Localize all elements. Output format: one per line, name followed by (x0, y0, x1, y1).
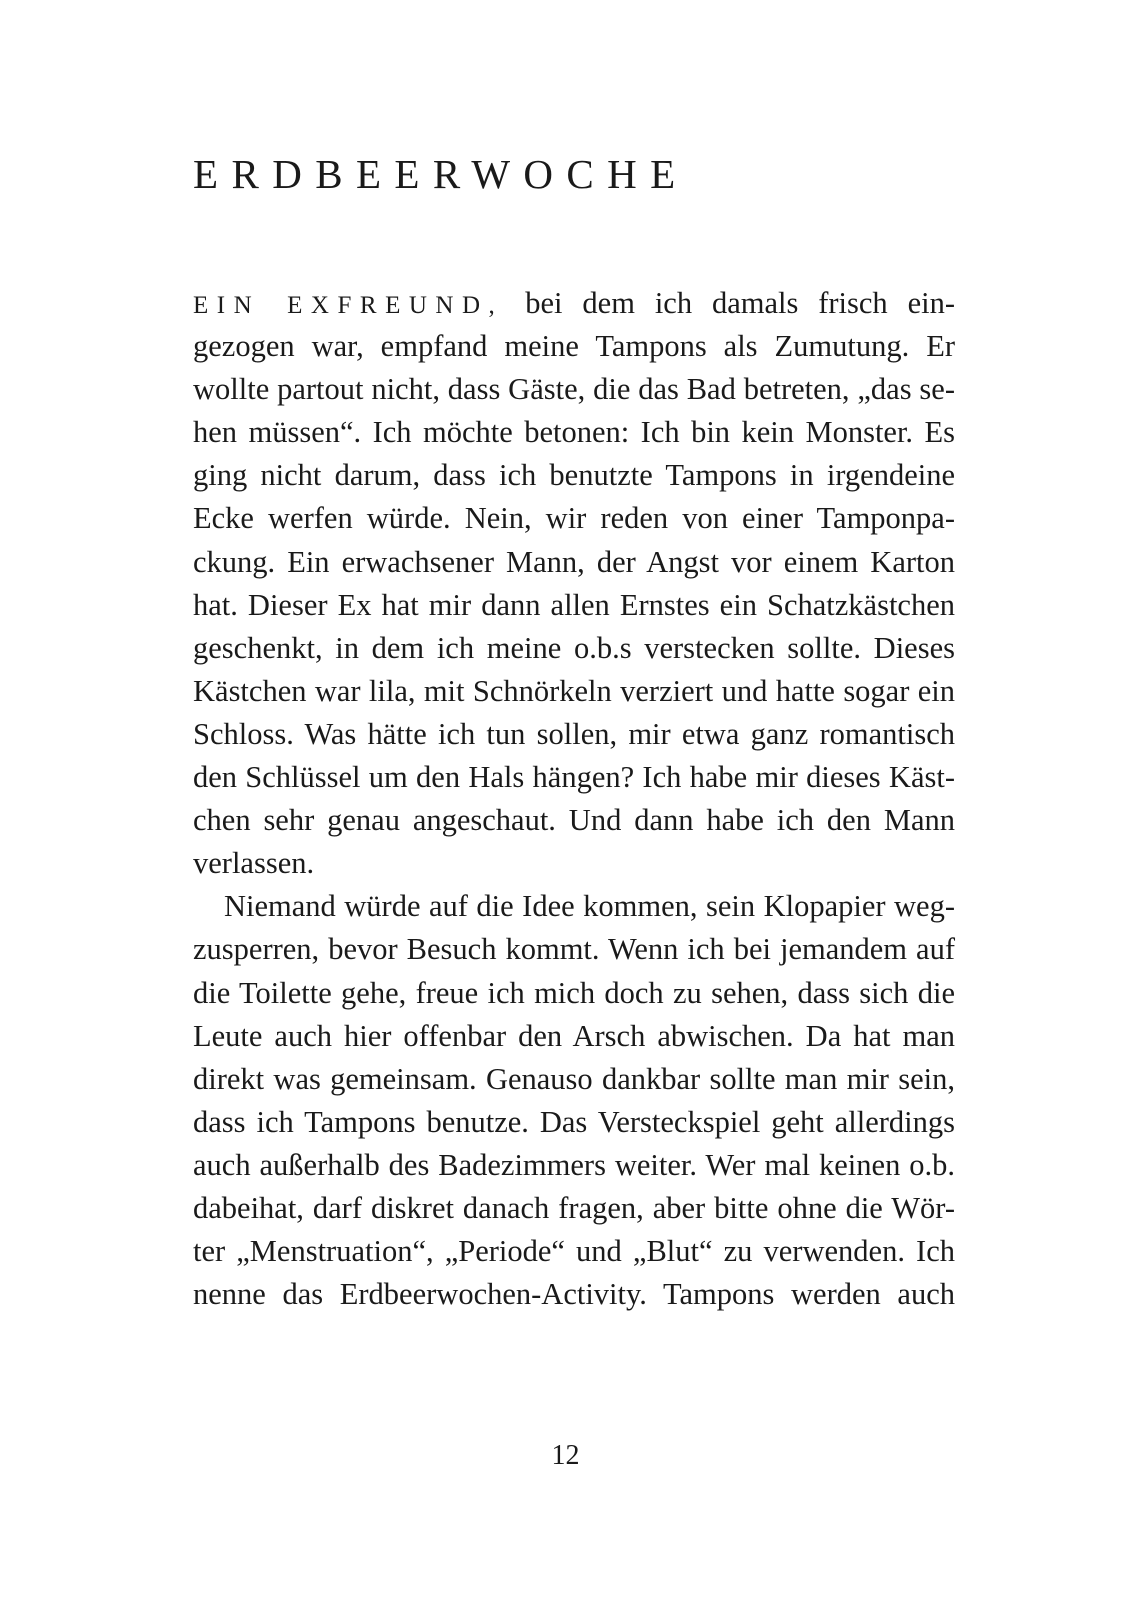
text-line: nenne das Erdbeerwochen-Activity. Tampons werden auch (193, 1277, 955, 1312)
page-number: 12 (551, 1440, 580, 1471)
text-line: Ecke werfen würde. Nein, wir reden von einer Tamponpa- (193, 501, 955, 536)
text-line: ging nicht darum, dass ich benutzte Tampons in irgendeine (193, 458, 955, 493)
text-line (193, 282, 955, 325)
text-line: zusperren, bevor Besuch kommt. Wenn ich bei jemandem auf (193, 932, 955, 967)
text-line: Schloss. Was hätte ich tun sollen, mir etwa ganz romantisch (193, 716, 955, 751)
text-line: wollte partout nicht, dass Gäste, die das Bad betreten, „das se- (193, 372, 955, 407)
text-line: ckung. Ein erwachsener Mann, der Angst vor einem Karton (193, 544, 955, 579)
text-line: direkt was gemeinsam. Genauso dankbar sollte man mir sein, (193, 1061, 955, 1096)
text-line: chen sehr genau angeschaut. Und dann habe ich den Mann (193, 803, 955, 838)
paragraph-2 (193, 885, 955, 1316)
text-line: die Toilette gehe, freue ich mich doch zu sehen, dass sich die (193, 975, 955, 1010)
text-line: den Schlüssel um den Hals hängen? Ich habe mir dieses Käst- (193, 760, 955, 795)
text-line-indented: Niemand würde auf die Idee kommen, sein Klopapier weg- (224, 889, 955, 924)
text-line: ter „Menstruation“, „Periode“ und „Blut“ zu verwenden. Ich (193, 1234, 955, 1269)
paragraph-1 (193, 282, 955, 885)
text-line: auch außerhalb des Badezimmers weiter. Wer mal keinen o.b. (193, 1147, 955, 1182)
body-text (193, 282, 955, 1316)
text-line: dass ich Tampons benutze. Das Versteckspiel geht allerdings (193, 1104, 955, 1139)
text-line: gezogen war, empfand meine Tampons als Zumutung. Er (193, 329, 955, 364)
text-line: Leute auch hier offenbar den Arsch abwischen. Da hat man (193, 1018, 955, 1053)
lead-in-small-caps: EIN EXFREUND, (193, 292, 504, 319)
text-line: Kästchen war lila, mit Schnörkeln verziert und hatte sogar ein (193, 673, 955, 708)
text-line: hat. Dieser Ex hat mir dann allen Ernstes ein Schatzkästchen (193, 587, 955, 622)
text-line-last: verlassen. (193, 846, 315, 881)
line-text: bei dem ich damals frisch ein- (525, 286, 955, 320)
text-line: dabeihat, darf diskret danach fragen, aber bitte ohne die Wör- (193, 1190, 955, 1225)
text-line: geschenkt, in dem ich meine o.b.s verstecken sollte. Dieses (193, 630, 955, 665)
text-line: hen müssen“. Ich möchte betonen: Ich bin kein Monster. Es (193, 415, 955, 450)
chapter-title: ERDBEERWOCHE (193, 151, 689, 197)
